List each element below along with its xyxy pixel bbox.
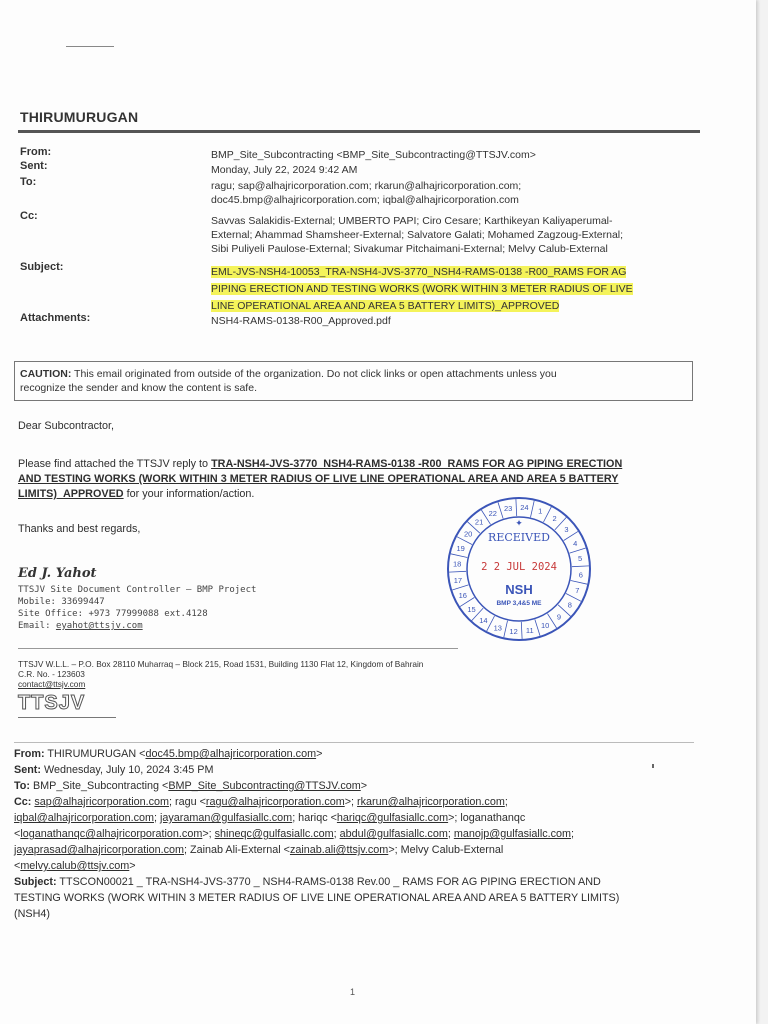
fwd-cc-text: >; [202,828,215,840]
fwd-cc-email: shineqc@gulfasiallc.com [214,828,334,840]
stamp-ring-tick [572,566,589,567]
signature-email-link: eyahot@ttsjv.com [55,621,143,631]
stamp-ring-tick [531,501,535,518]
scan-speck [652,764,654,768]
subject-label: Subject: [20,261,64,273]
stamp-ring-number: 5 [578,554,583,564]
caution-banner [14,361,693,401]
stamp-ring-tick [449,571,466,572]
fwd-cc-email: loganathanqc@alhajricorporation.com [20,828,203,840]
stamp-ring-tick [516,499,517,516]
fwd-from-close: > [316,748,323,760]
stamp-ring-number: 13 [493,623,502,633]
stamp-ring-number: 4 [573,538,578,548]
cc-line: External; Ahammad Shamsheer-External; Salvatore Galati; Mohamed Zagzoug-External; [211,229,624,241]
signature-title: TTSJV Site Document Controller – BMP Project [18,585,257,595]
stamp-ring-number: 3 [564,525,569,535]
fwd-sent-value: Wednesday, July 10, 2024 3:45 PM [41,764,214,776]
to-value [211,179,695,207]
cc-value [211,214,695,256]
fwd-from-label: From: [14,748,45,760]
stamp-ring-number: 23 [504,503,513,513]
fwd-sent-label: Sent: [14,764,41,776]
to-label: To: [20,176,37,188]
stamp-sub: BMP 3,4&5 ME [496,600,542,607]
stamp-ring-number: 16 [458,591,467,601]
fwd-cc-text: ; [154,812,160,824]
stamp-ring-tick [521,622,522,639]
fwd-cc-label: Cc: [14,796,32,808]
fwd-cc-email: melvy.calub@ttsjv.com [20,860,130,872]
sender-name-heading: THIRUMURUGAN [20,109,139,125]
fwd-cc-text: ; [447,828,454,840]
fwd-cc-email: jayaraman@gulfasiallc.com [160,812,293,824]
fwd-to-close: > [360,780,368,792]
fwd-subject-line: TTSCON00021 _ TRA-NSH4-JVS-3770 _ NSH4-RAMS-0138 Rev.00 _ RAMS FOR AG PIPING ERECTION AND [56,876,601,888]
stamp-ring-number: 22 [488,508,497,518]
closing: Thanks and best regards, [18,523,141,535]
fwd-cc-email: abdul@gulfasiallc.com [339,828,448,840]
subject-highlight: LINE OPERATIONAL AREA AND AREA 5 BATTERY LIMITS)_APPROVED [211,300,560,312]
fwd-from-name: THIRUMURUGAN < [44,748,146,760]
logo-underline [18,717,116,718]
stamp-ring-tick [504,621,508,638]
body-reference-link: AND TESTING WORKS (WORK WITHIN 3 METER RADIUS OF LIVE LINE OPERATIONAL AREA AND AREA 5 BATTERY [18,473,619,485]
stamp-ring-tick [571,581,588,585]
stamp-received: RECEIVED [488,531,550,544]
stamp-ring-number: 7 [575,586,580,596]
stamp-ring-number: 14 [479,615,488,625]
fwd-cc-email: ragu@alhajricorporation.com [205,796,345,808]
caution-text: recognize the sender and know the content is safe. [20,382,257,394]
stamp-ring-tick [570,548,586,553]
stamp-ring-tick [498,502,503,518]
sent-value: Monday, July 22, 2024 9:42 AM [211,164,358,176]
greeting: Dear Subcontractor, [18,420,115,432]
forward-divider [14,742,694,743]
fwd-cc-text: < [14,828,21,840]
attachments-label: Attachments: [20,312,91,324]
signature-divider [18,648,458,649]
attachment-file: NSH4-RAMS-0138-R00_Approved.pdf [211,315,391,327]
subject-highlight: PIPING ERECTION AND TESTING WORKS (WORK WITHIN 3 METER RADIUS OF LIVE [211,283,633,295]
fwd-subject-line: (NSH4) [14,908,50,920]
company-contact: contact@ttsjv.com [18,679,86,689]
caution-title: CAUTION: [20,368,72,380]
stamp-ring-number: 6 [578,570,583,580]
fwd-cc-text: ; Zainab Ali-External < [184,844,290,856]
header-divider [18,130,700,133]
stamp-date: 2 2 JUL 2024 [481,561,557,573]
stamp-ring-number: 10 [541,621,550,631]
fwd-cc-email: manojp@gulfasiallc.com [453,828,572,840]
stamp-ring-number: 15 [467,604,476,614]
signature-name: Ed J. Yahot [18,566,97,581]
stamp-org: NSH [505,582,533,597]
fwd-to-label: To: [14,780,30,792]
fwd-cc-text: >; [344,796,358,808]
fwd-cc-text: ; [571,828,575,840]
page-number: 1 [350,987,356,997]
fwd-cc-email: rkarun@alhajricorporation.com [357,796,505,808]
stamp-ring-number: 1 [538,506,543,516]
subject-highlight: EML-JVS-NSH4-10053_TRA-NSH4-JVS-3770_NSH4-RAMS-0138 -R00_RAMS FOR AG [211,266,627,278]
caution-text: This email originated from outside of the organization. Do not click links or open attachments unless you [71,368,557,380]
to-line: ragu; sap@alhajricorporation.com; rkarun@alhajricorporation.com; [211,180,522,192]
stamp-star-icon: ✦ [515,518,523,528]
stamp-ring-number: 12 [509,626,518,636]
forwarded-header [14,746,704,922]
body-suffix: for your information/action. [123,488,255,500]
cc-label: Cc: [20,210,38,222]
body-prefix: Please find attached the TTSJV reply to [18,458,212,470]
fwd-subject-label: Subject: [14,876,57,888]
cc-line: Sibi Puliyeli Paulose-External; Sivakumar Pitchaimani-External; Melvy Calub-External [211,243,608,255]
company-cr: C.R. No. - 123603 [18,669,85,679]
sent-label: Sent: [20,160,48,172]
fwd-cc-email: zainab.ali@ttsjv.com [289,844,389,856]
to-line: doc45.bmp@alhajricorporation.com; iqbal@alhajricorporation.com [211,194,519,206]
signature-office: Site Office: +973 77999088 ext.4128 [18,609,208,619]
signature-details [18,584,256,632]
company-footer [18,659,423,689]
fwd-cc-text: ; hariqc < [292,812,337,824]
fwd-subject-line: TESTING WORKS (WORK WITHIN 3 METER RADIUS OF LIVE LINE OPERATIONAL AREA AND AREA 5 BATTERY LIMITS) [14,892,620,904]
stamp-ring-number: 8 [567,600,572,610]
stamp-ring-number: 21 [474,517,484,527]
scan-mark [66,46,114,47]
received-stamp [444,496,594,642]
from-label: From: [20,146,52,158]
fwd-cc-text: ; [504,796,508,808]
from-value: BMP_Site_Subcontracting <BMP_Site_Subcontracting@TTSJV.com> [211,149,536,161]
stamp-ring-number: 2 [552,514,557,524]
fwd-cc-text: ; ragu < [169,796,206,808]
body-reference-link: TRA-NSH4-JVS-3770_NSH4-RAMS-0138 -R00_RAMS FOR AG PIPING ERECTION [211,458,623,470]
fwd-cc-text: > [129,860,136,872]
fwd-cc-text: >; loganathanqc [448,812,526,824]
body-paragraph [18,457,698,502]
cc-line: Savvas Salakidis-External; UMBERTO PAPI; Ciro Cesare; Karthikeyan Kaliyaperumal- [211,215,613,227]
signature-email-label: Email: [18,621,56,631]
stamp-ring-tick [535,620,540,636]
stamp-ring-number: 24 [520,503,529,513]
fwd-to-email: BMP_Site_Subcontracting@TTSJV.com [168,780,361,792]
stamp-ring-tick [451,554,468,558]
stamp-ring-tick [452,585,468,590]
fwd-cc-text: ; [333,828,340,840]
signature-mobile: Mobile: 33699447 [18,597,105,607]
subject-value [211,264,695,315]
ttsjv-logo: TTSJV [18,692,86,714]
fwd-cc-email: sap@alhajricorporation.com [34,796,169,808]
stamp-ring-number: 11 [525,626,534,636]
fwd-to-name: BMP_Site_Subcontracting < [29,780,169,792]
stamp-ring-number: 18 [453,559,462,569]
stamp-ring-tick [544,507,552,522]
fwd-from-email: doc45.bmp@alhajricorporation.com [145,748,317,760]
fwd-cc-text: < [14,860,21,872]
fwd-cc-text: >; Melvy Calub-External [388,844,504,856]
stamp-ring-number: 20 [464,529,473,539]
stamp-ring-number: 19 [456,543,465,553]
company-address: TTSJV W.L.L. – P.O. Box 28110 Muharraq – Block 215, Road 1531, Building 1130 Flat 12, Kingdom of Bahrain [18,659,424,669]
fwd-cc-email: jayaprasad@alhajricorporation.com [14,844,184,856]
fwd-cc-email: iqbal@alhajricorporation.com [14,812,154,824]
stamp-ring-number: 9 [556,612,561,622]
body-reference-link: LIMITS)_APPROVED [18,488,124,500]
stamp-ring-number: 17 [453,575,463,585]
fwd-cc-email: hariqc@gulfasiallc.com [336,812,449,824]
